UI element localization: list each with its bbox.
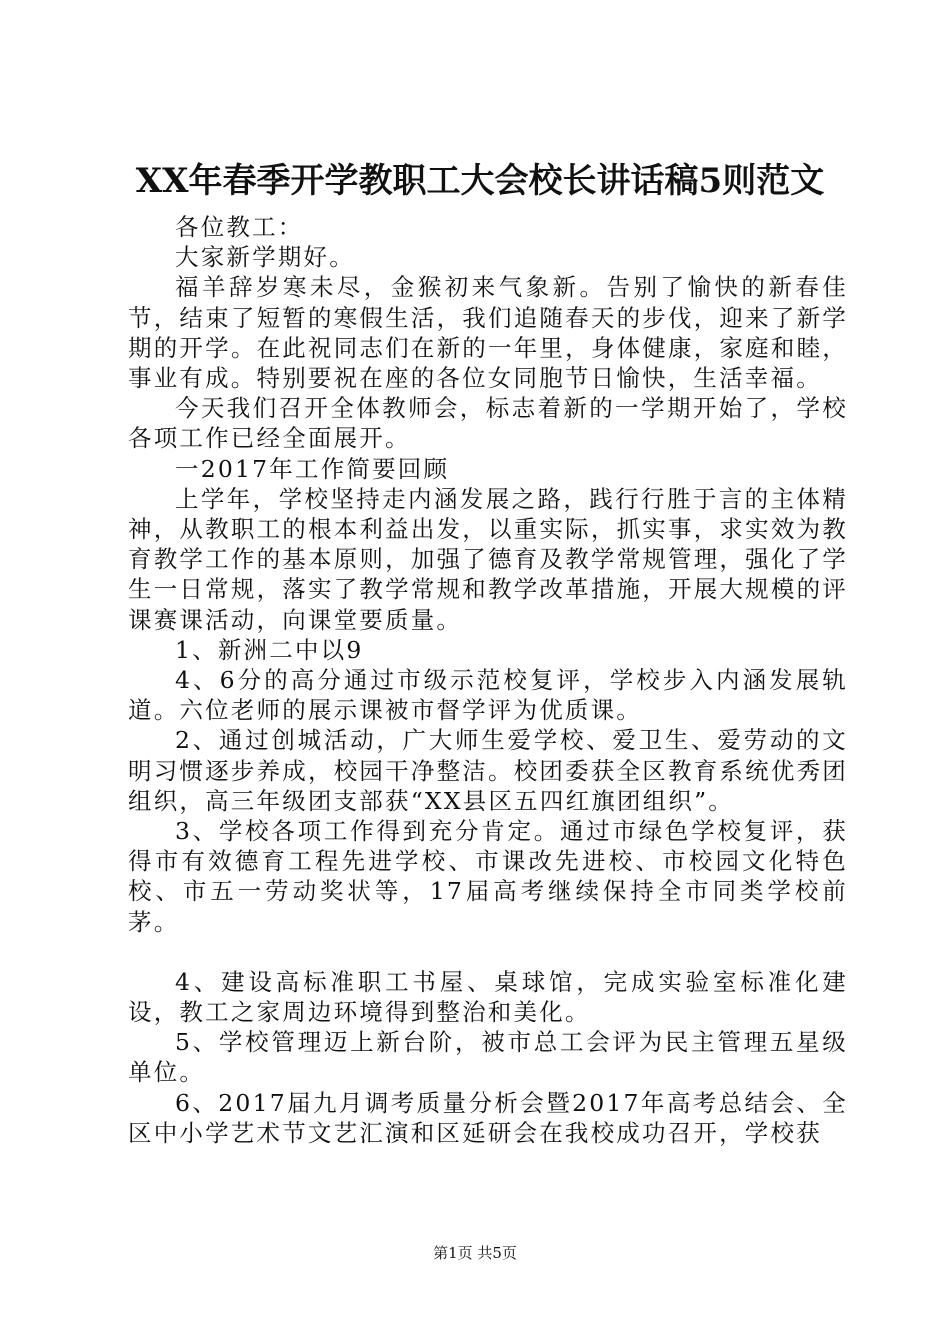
list-item: 5、学校管理迈上新台阶，被市总工会评为民主管理五星级单位。 (128, 1028, 848, 1087)
salutation: 各位教工： (175, 213, 304, 241)
list-item: 3、学校各项工作得到充分肯定。通过市绿色学校复评，获得市有效德育工程先进学校、市课改先进校、市校园文化特色校、市五一劳动奖状等，17届高考继续保持全市同类学校前茅。 (128, 817, 848, 936)
section-heading: 一2017年工作简要回顾 (175, 454, 450, 483)
body-paragraph: 福羊辞岁寒未尽，金猴初来气象新。告别了愉快的新春佳节，结束了短暂的寒假生活，我们追随春天的步伐，迎来了新学期的开学。在此祝同志们在新的一年里，身体健康，家庭和睦，事业有成。特别要祝在座的各位女同胞节日愉快，生活幸福。 (128, 273, 848, 393)
list-item: 4、6分的高分通过市级示范校复评，学校步入内涵发展轨道。六位老师的展示课被市督学评为优质课。 (128, 666, 848, 725)
body-paragraph: 上学年，学校坚持走内涵发展之路，践行行胜于言的主体精神，从教职工的根本利益出发，以重实际，抓实事，求实效为教育教学工作的基本原则，加强了德育及教学常规管理，强化了学生一日常规，落实了教学常规和教学改革措施，开展大规模的评课赛课活动，向课堂要质量。 (128, 484, 848, 634)
list-item: 1、新洲二中以9 (175, 635, 364, 664)
list-item: 4、建设高标准职工书屋、桌球馆，完成实验室标准化建设，教工之家周边环境得到整治和美化。 (128, 967, 848, 1027)
list-item: 2、通过创城活动，广大师生爱学校、爱卫生、爱劳动的文明习惯逐步养成，校园干净整洁。校团委获全区教育系统优秀团组织，高三年级团支部获“XX县区五四红旗团组织”。 (128, 726, 848, 815)
document-body (128, 212, 848, 1148)
greeting: 大家新学期好。 (175, 243, 355, 272)
document-title: XX年春季开学教职工大会校长讲话稿5则范文 (135, 161, 825, 201)
list-item: 6、2017届九月调考质量分析会暨2017年高考总结会、全区中小学艺术节文艺汇演和区延研会在我校成功召开，学校获 (128, 1088, 848, 1147)
page-number: 第1页 共5页 (433, 1244, 517, 1262)
body-paragraph: 今天我们召开全体教师会，标志着新的一学期开始了，学校各项工作已经全面展开。 (128, 394, 848, 453)
